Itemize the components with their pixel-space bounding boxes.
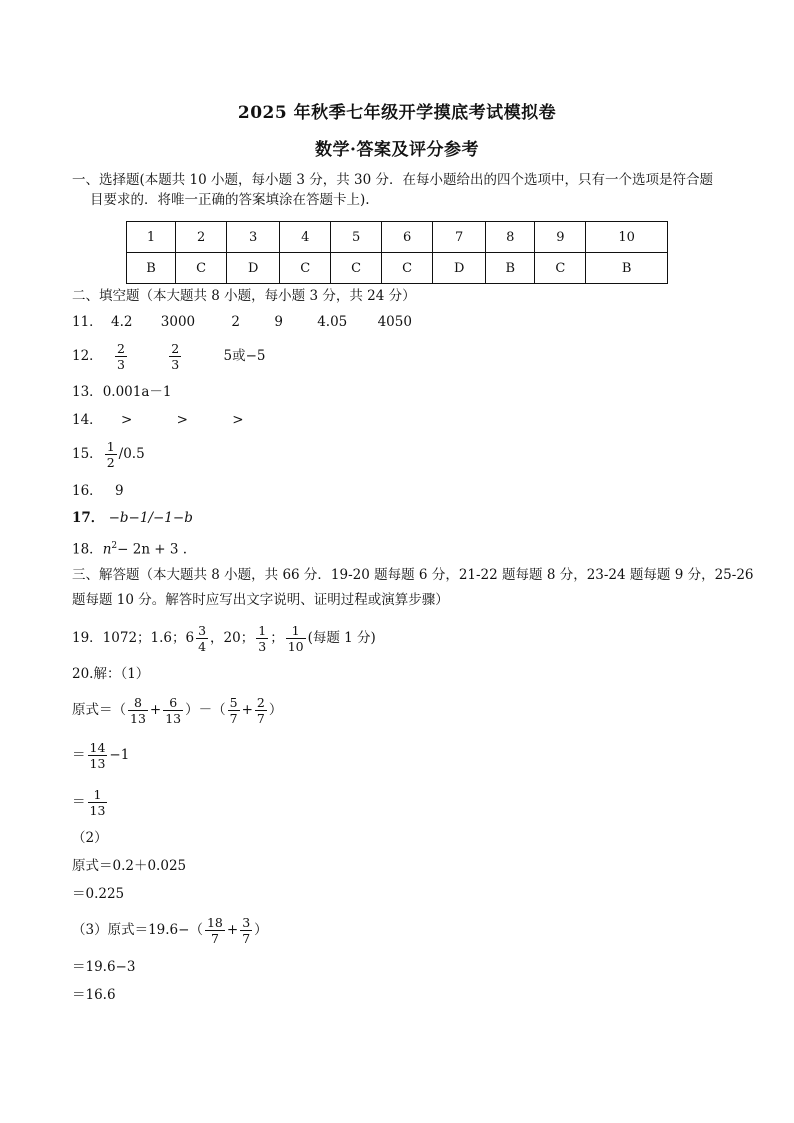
q11-answer: 4.2 <box>110 314 133 330</box>
q20-part3-line3: ＝16.6 <box>72 987 116 1003</box>
table-cell: 7 <box>433 222 486 253</box>
table-cell: C <box>176 253 227 284</box>
section1-text-1: 一、选择题(本题共 10 小题，每小题 3 分，共 30 分．在每小题给出的四个选项中，只有一个选项是符合题 <box>72 172 713 188</box>
table-cell: 3 <box>227 222 280 253</box>
q16-line <box>72 481 124 501</box>
fraction-numerator: 14 <box>89 740 106 755</box>
table-cell: 2 <box>176 222 227 253</box>
q18-var: n <box>102 541 112 558</box>
q16-answer: 9 <box>114 483 124 499</box>
table-cell: 8 <box>486 222 535 253</box>
fraction-denominator: 13 <box>89 803 106 818</box>
q12-fraction-2 <box>169 341 181 372</box>
table-cell: C <box>331 253 382 284</box>
table-cell: 10 <box>586 222 668 253</box>
q19-line <box>72 618 376 658</box>
q11-answer: 9 <box>274 314 283 330</box>
expr-text: + <box>241 702 253 718</box>
section3-heading-line1: 三、解答题（本大题共 8 小题，共 66 分．19-20 题每题 6 分，21-22 题每题 8 分，23-24 题每题 9 分，25-26 <box>72 567 754 583</box>
q14-answer: > <box>120 412 133 428</box>
q20-fraction <box>128 695 148 726</box>
fraction-denominator: 2 <box>106 455 115 470</box>
fraction-denominator: 4 <box>198 639 207 654</box>
answer-table-answer-row <box>127 253 668 284</box>
fraction-denominator: 13 <box>89 756 106 771</box>
q15-label: 15． <box>72 446 103 462</box>
q14-answer: > <box>176 412 188 428</box>
q11-label: 11． <box>72 314 103 330</box>
q19-fraction-3 <box>286 623 306 654</box>
table-cell: B <box>586 253 668 284</box>
fraction-numerator: 2 <box>171 341 180 356</box>
q19-fraction-1 <box>196 623 208 654</box>
page-title: 2025 年秋季七年级开学摸底考试模拟卷 <box>237 103 557 123</box>
fraction-denominator: 13 <box>165 711 182 726</box>
expr-text: ） <box>268 702 283 718</box>
table-cell: C <box>382 253 433 284</box>
q20-heading: 20.解：（1） <box>72 666 150 682</box>
q14-answer: > <box>232 412 244 428</box>
q18-line <box>72 536 187 560</box>
q19-fraction-2 <box>256 623 268 654</box>
q13-label: 13． <box>72 384 103 400</box>
expr-text: + <box>149 702 162 718</box>
q12-line <box>72 338 265 374</box>
fraction-numerator: 18 <box>206 915 223 930</box>
table-cell: B <box>486 253 535 284</box>
q20-fraction <box>88 740 108 771</box>
q15-fraction <box>105 439 117 470</box>
expr-text: ）－（ <box>185 702 226 718</box>
q20-fraction <box>240 915 252 946</box>
expr-text: −1 <box>109 747 130 763</box>
q12-fraction-1 <box>115 341 127 372</box>
expr-text: ＝ <box>72 794 86 810</box>
q19-mid1: ，20； <box>210 630 255 646</box>
fraction-numerator: 3 <box>242 915 251 930</box>
fraction-numerator: 3 <box>198 623 207 638</box>
q18-rest: − 2n + 3 . <box>117 541 188 558</box>
fraction-numerator: 2 <box>116 341 125 356</box>
expr-text: 原式＝（ <box>72 702 126 718</box>
q20-fraction <box>163 695 183 726</box>
fraction-numerator: 1 <box>106 439 115 454</box>
fraction-denominator: 7 <box>210 931 219 946</box>
table-cell: 1 <box>127 222 176 253</box>
table-cell: D <box>433 253 486 284</box>
q17-line <box>72 508 193 528</box>
table-cell: 5 <box>331 222 382 253</box>
q20-part2-line1: 原式＝0.2＋0.025 <box>72 858 187 874</box>
q20-part3-line1 <box>72 910 268 950</box>
fraction-denominator: 7 <box>256 711 265 726</box>
section1-heading-line2: 目要求的．将唯一正确的答案填涂在答题卡上). <box>90 192 370 208</box>
q20-part1-line2 <box>72 735 129 775</box>
q11-answer: 3000 <box>160 314 196 330</box>
q20-fraction <box>255 695 267 726</box>
table-cell: 9 <box>535 222 586 253</box>
q19-prefix: 19．1072；1.6；6 <box>72 630 195 646</box>
q16-label: 16． <box>72 483 103 499</box>
q17-answer: −b−1/−1−b <box>108 510 193 526</box>
page-subtitle: 数学·答案及评分参考 <box>315 140 479 160</box>
fraction-denominator: 3 <box>171 357 180 372</box>
q13-answer: 0.001a－1 <box>102 384 172 400</box>
q15-line <box>72 436 145 472</box>
q15-tail: /0.5 <box>118 446 145 462</box>
table-cell: 4 <box>280 222 331 253</box>
q20-part2-heading: （2） <box>72 830 108 846</box>
section2-heading: 二、填空题（本大题共 8 小题，每小题 3 分，共 24 分） <box>72 288 416 304</box>
table-cell: B <box>127 253 176 284</box>
table-cell: 6 <box>382 222 433 253</box>
fraction-numerator: 8 <box>128 695 148 711</box>
q12-tail: 5或−5 <box>223 348 266 364</box>
fraction-numerator: 5 <box>229 695 238 710</box>
section3-heading-line2: 题每题 10 分。解答时应写出文字说明、证明过程或演算步骤） <box>72 592 449 608</box>
q20-part3-line2: ＝19.6−3 <box>72 959 136 975</box>
fraction-numerator: 1 <box>88 787 108 803</box>
fraction-numerator: 1 <box>258 623 267 638</box>
table-cell: C <box>535 253 586 284</box>
fraction-denominator: 7 <box>242 931 251 946</box>
fraction-denominator: 7 <box>229 711 238 726</box>
expr-text: ＝ <box>72 747 86 763</box>
q19-mid2: ； <box>270 630 284 646</box>
fraction-numerator: 6 <box>163 695 183 711</box>
q20-part1-line3 <box>72 782 109 822</box>
answer-table-number-row <box>127 222 668 253</box>
fraction-denominator: 13 <box>130 711 146 726</box>
q20-fraction <box>88 787 108 818</box>
expr-text: + <box>226 922 239 938</box>
q11-answer: 2 <box>231 314 241 330</box>
fraction-denominator: 10 <box>287 639 304 654</box>
fraction-numerator: 1 <box>286 623 306 639</box>
q12-label: 12． <box>72 348 103 364</box>
expr-text: （3）原式＝19.6−（ <box>72 922 203 938</box>
q17-label: 17． <box>72 510 105 526</box>
q18-exponent: 2 <box>111 541 118 551</box>
fraction-numerator: 2 <box>256 695 265 710</box>
q14-line <box>72 410 244 430</box>
q19-tail: (每题 1 分) <box>307 630 376 646</box>
section1-heading-line1 <box>72 170 713 190</box>
table-cell: C <box>280 253 331 284</box>
q14-label: 14． <box>72 412 103 428</box>
q20-fraction <box>205 915 225 946</box>
fraction-denominator: 3 <box>116 357 125 372</box>
q20-fraction <box>228 695 240 726</box>
q18-label: 18． <box>72 541 103 558</box>
q20-part1-line1 <box>72 690 282 730</box>
q11-answer: 4.05 <box>317 314 348 330</box>
fraction-denominator: 3 <box>258 639 267 654</box>
answer-table <box>126 221 668 284</box>
q11-line <box>72 312 412 332</box>
q20-part2-line2: ＝0.225 <box>72 886 125 902</box>
table-cell: D <box>227 253 280 284</box>
q11-answer: 4050 <box>377 314 412 330</box>
q13-line <box>72 382 171 402</box>
expr-text: ） <box>254 922 268 938</box>
